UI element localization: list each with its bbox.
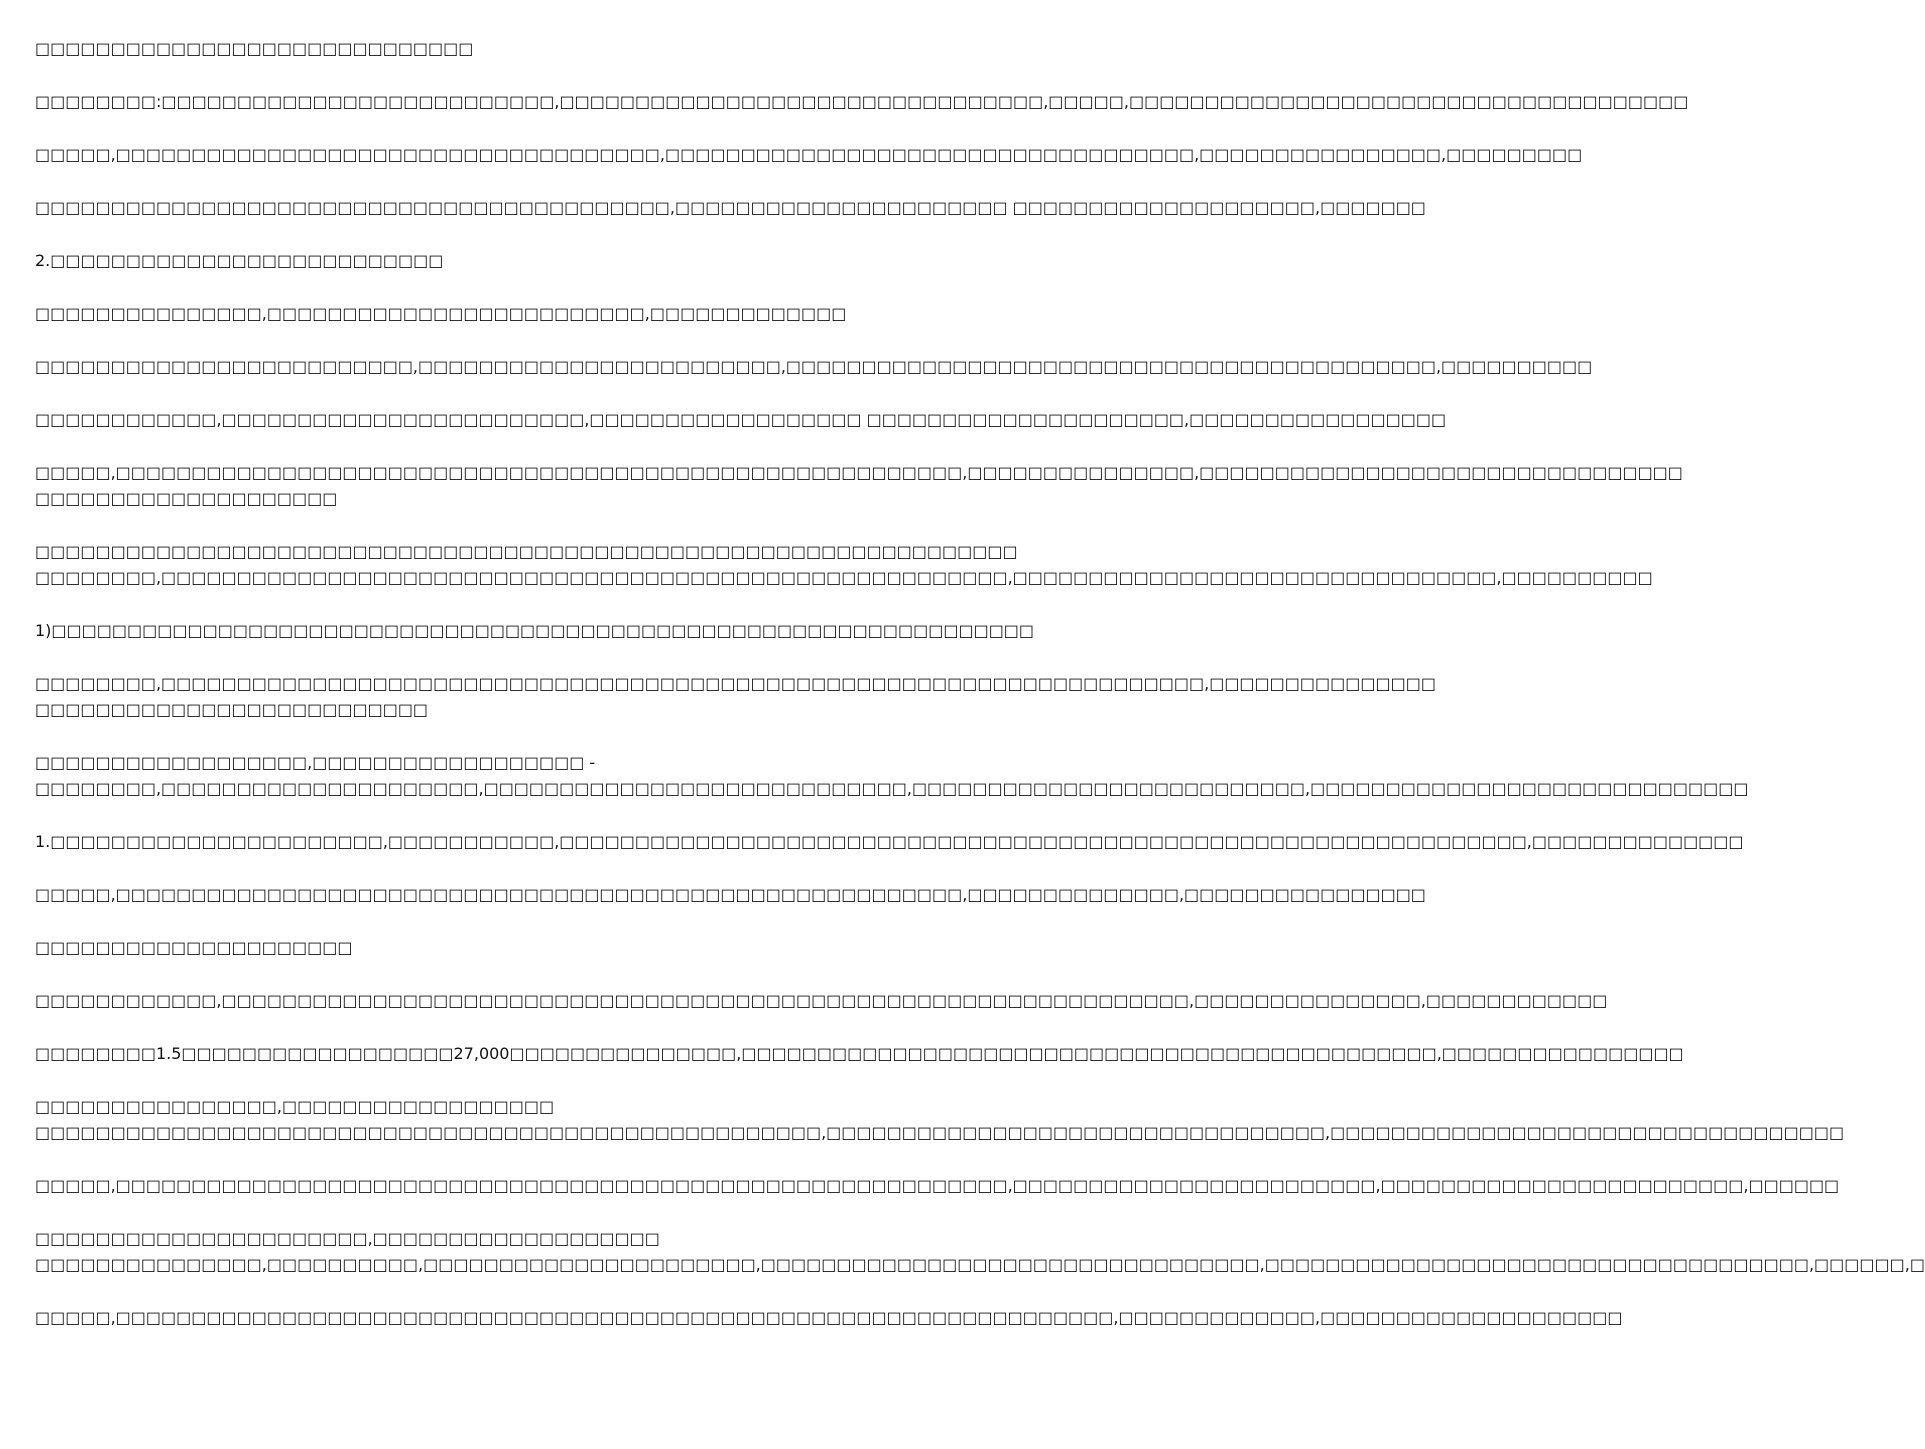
paragraph [35, 829, 1744, 855]
paragraph [35, 460, 1683, 512]
paragraph-line: □□□□□□□□1.5□□□□□□□□□□□□□□□□□□27,000□□□□□□□□□□□□□□□,□□□□□□□□□□□□□□□□□□□□□□□□□□□□□□□□□□□□□□□□□□□□□□,□□□□□□□□□□□□□□□□ [35, 1044, 1684, 1063]
paragraph [35, 407, 1447, 433]
paragraph [35, 935, 990, 961]
paragraph-line: □□□□□□□□,□□□□□□□□□□□□□□□□□□□□□□□□□□□□□□□□□□□□□□□□□□□□□□□□□□□□□□□□,□□□□□□□□□□□□□□□□□□□□□□□□□□□□□□□□,□□□□□□□□□□ [35, 568, 1653, 587]
paragraph-line: □□□□□□□□□□□□□□□,□□□□□□□□□□,□□□□□□□□□□□□□□□□□□□□□□,□□□□□□□□□□□□□□□□□□□□□□□□□□□□□□□□□,□□□□□□□□□□□□□□□□□□□□□□□□□□□□□□□□□□□□,□□□□□□,□ [35, 1255, 1925, 1274]
paragraph [35, 142, 1583, 168]
paragraph-line: □□□□□□□□□□□□□□□□□□□□□ [35, 938, 353, 957]
paragraph [35, 750, 1749, 802]
paragraph-line: □□□□□□□□□□□□□□□□□□□□□□□□□,□□□□□□□□□□□□□□□□□□□□□□□□,□□□□□□□□□□□□□□□□□□□□□□□□□□□□□□□□□□□□□□□□□□□,□□□□□□□□□□ [35, 357, 1593, 376]
paragraph-line: 1.□□□□□□□□□□□□□□□□□□□□□□,□□□□□□□□□□□,□□□□□□□□□□□□□□□□□□□□□□□□□□□□□□□□□□□□□□□□□□□□□□□□□□□□□□□□□□□□□□□□,□□□□□□□□□□□□□□ [35, 832, 1744, 851]
paragraph [35, 882, 1426, 908]
paragraph-line: □□□□□□□□□□□□□□□,□□□□□□□□□□□□□□□□□□□□□□□□□,□□□□□□□□□□□□□ [35, 304, 847, 323]
paragraph-line: □□□□□□□□:□□□□□□□□□□□□□□□□□□□□□□□□□□,□□□□□□□□□□□□□□□□□□□□□□□□□□□□□□□□,□□□□□,□□□□□□□□□□□□□□□□□□□□□□□□□□□□□□□□□□□□□ [35, 92, 1689, 111]
paragraph [35, 248, 990, 274]
paragraph [35, 195, 1426, 221]
paragraph-line: □□□□□□□□□□□□□□□□□□□□□□□□□□□□□□□□□□□□□□□□□□,□□□□□□□□□□□□□□□□□□□□□□ □□□□□□□□□□□□□□□□□□□□,□□□□□□□ [35, 198, 1426, 217]
paragraph-line: 2.□□□□□□□□□□□□□□□□□□□□□□□□□□ [35, 251, 444, 270]
paragraph-line: □□□□□□□□□□□□□□□□□□□□□□□□□□□□□□□□□□□□□□□□□□□□□□□□□□□□,□□□□□□□□□□□□□□□□□□□□□□□□□□□□□□□□□,□□□□□□□□□□□□□□□□□□□□□□□□□□□□□□□□□□ [35, 1123, 1845, 1142]
paragraph-line: □□□□□,□□□□□□□□□□□□□□□□□□□□□□□□□□□□□□□□□□□□□□□□□□□□□□□□□□□□□□□□□□□,□□□□□□□□□□□□□□□□□□□□□□□□,□□□□□□□□□□□□□□□□□□□□□□□□,□□□□□□ [35, 1176, 1840, 1195]
paragraph [35, 1094, 1845, 1146]
document-body [35, 36, 1925, 1358]
paragraph-line: □□□□□,□□□□□□□□□□□□□□□□□□□□□□□□□□□□□□□□□□□□,□□□□□□□□□□□□□□□□□□□□□□□□□□□□□□□□□□□,□□□□□□□□□□□□□□□□,□□□□□□□□□ [35, 145, 1583, 164]
paragraph [35, 89, 1689, 115]
paragraph-line: □□□□□□□□□□□□□□□□□□□□□□□□□□□□□ [35, 39, 474, 58]
paragraph [35, 1305, 1623, 1331]
paragraph [35, 36, 990, 62]
paragraph-line: □□□□□□□□□□□□,□□□□□□□□□□□□□□□□□□□□□□□□,□□□□□□□□□□□□□□□□□□ □□□□□□□□□□□□□□□□□□□□□,□□□□□□□□□□□□□□□□□ [35, 410, 1447, 429]
paragraph-line: □□□□□,□□□□□□□□□□□□□□□□□□□□□□□□□□□□□□□□□□□□□□□□□□□□□□□□□□□□□□□□,□□□□□□□□□□□□□□□,□□□□□□□□□□□□□□□□□□□□□□□□□□□□□□□□ [35, 463, 1683, 482]
paragraph-line: □□□□□□□□□□□□□□□□□□,□□□□□□□□□□□□□□□□□□ - [35, 753, 596, 772]
paragraph-line: □□□□□□□□,□□□□□□□□□□□□□□□□□□□□□,□□□□□□□□□□□□□□□□□□□□□□□□□□□□,□□□□□□□□□□□□□□□□□□□□□□□□□□,□□□□□□□□□□□□□□□□□□□□□□□□□□□□□ [35, 779, 1749, 798]
paragraph-line: □□□□□□□□□□□□□□□□□□□□□□,□□□□□□□□□□□□□□□□□□□ [35, 1229, 660, 1248]
paragraph [35, 354, 1593, 380]
paragraph-line: □□□□□,□□□□□□□□□□□□□□□□□□□□□□□□□□□□□□□□□□□□□□□□□□□□□□□□□□□□□□□□,□□□□□□□□□□□□□□,□□□□□□□□□□□□□□□□ [35, 885, 1426, 904]
paragraph-line: 1)□□□□□□□□□□□□□□□□□□□□□□□□□□□□□□□□□□□□□□□□□□□□□□□□□□□□□□□□□□□□□□□□□ [35, 621, 1035, 640]
paragraph [35, 671, 1436, 723]
paragraph [35, 1173, 1840, 1199]
paragraph-line: □□□□□□□□□□□□□□□□□□□□□□□□□□ [35, 700, 429, 719]
paragraph-line: □□□□□□□□□□□□,□□□□□□□□□□□□□□□□□□□□□□□□□□□□□□□□□□□□□□□□□□□□□□□□□□□□□□□□□□□□□□□□,□□□□□□□□□□□□□□□,□□□□□□□□□□□□ [35, 991, 1608, 1010]
paragraph [35, 1041, 1684, 1067]
paragraph [35, 1226, 1925, 1278]
paragraph [35, 539, 1653, 591]
paragraph-line: □□□□□□□□□□□□□□□□□□□□ [35, 489, 338, 508]
paragraph-line: □□□□□□□□□□□□□□□□□□□□□□□□□□□□□□□□□□□□□□□□□□□□□□□□□□□□□□□□□□□□□□□□□ [35, 542, 1018, 561]
paragraph [35, 988, 1608, 1014]
paragraph-line: □□□□□□□□□□□□□□□□,□□□□□□□□□□□□□□□□□□ [35, 1097, 555, 1116]
paragraph [35, 618, 1035, 644]
paragraph-line: □□□□□,□□□□□□□□□□□□□□□□□□□□□□□□□□□□□□□□□□□□□□□□□□□□□□□□□□□□□□□□□□□□□□□□□□,□□□□□□□□□□□□□,□□□□□□□□□□□□□□□□□□□□ [35, 1308, 1623, 1327]
paragraph-line: □□□□□□□□,□□□□□□□□□□□□□□□□□□□□□□□□□□□□□□□□□□□□□□□□□□□□□□□□□□□□□□□□□□□□□□□□□□□□□,□□□□□□□□□□□□□□□ [35, 674, 1436, 693]
paragraph [35, 301, 990, 327]
